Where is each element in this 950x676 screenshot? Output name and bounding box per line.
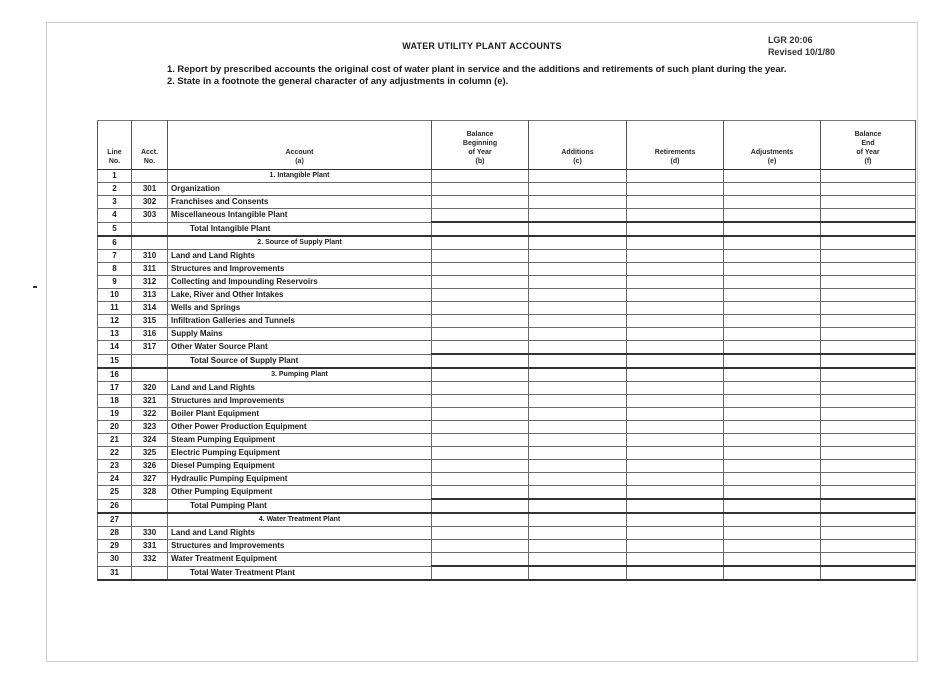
balance-end-cell[interactable] — [821, 289, 916, 302]
instruction-1: 1. Report by prescribed accounts the original cost of water plant in service and the additions and retirements of such plant during the year. — [167, 63, 787, 74]
retirements-cell[interactable] — [627, 341, 724, 355]
additions-cell[interactable] — [529, 540, 627, 553]
retirements-cell[interactable] — [627, 421, 724, 434]
table-row — [98, 499, 916, 513]
balance-end-cell[interactable] — [821, 513, 916, 527]
balance-end-cell[interactable] — [821, 540, 916, 553]
balance-end-cell[interactable] — [821, 183, 916, 196]
additions-cell[interactable] — [529, 408, 627, 421]
additions-cell[interactable] — [529, 395, 627, 408]
line-number: 12 — [98, 315, 132, 328]
account-number: 301 — [132, 183, 168, 196]
balance-beginning-cell[interactable] — [432, 473, 529, 486]
adjustments-cell[interactable] — [724, 302, 821, 315]
adjustments-cell[interactable] — [724, 566, 821, 580]
line-number: 26 — [98, 499, 132, 513]
account-number: 312 — [132, 276, 168, 289]
line-number: 10 — [98, 289, 132, 302]
balance-beginning-cell[interactable] — [432, 263, 529, 276]
balance-end-cell[interactable] — [821, 553, 916, 567]
form-title: WATER UTILITY PLANT ACCOUNTS — [402, 41, 562, 51]
table-row — [98, 222, 916, 236]
adjustments-cell[interactable] — [724, 289, 821, 302]
line-number: 19 — [98, 408, 132, 421]
adjustments-cell[interactable] — [724, 341, 821, 355]
account-description: Infiltration Galleries and Tunnels — [168, 315, 432, 328]
balance-beginning-cell[interactable] — [432, 540, 529, 553]
retirements-cell[interactable] — [627, 434, 724, 447]
account-description: Land and Land Rights — [168, 250, 432, 263]
adjustments-cell[interactable] — [724, 553, 821, 567]
balance-beginning-cell[interactable] — [432, 222, 529, 236]
adjustments-cell[interactable] — [724, 354, 821, 368]
form-sheet — [46, 22, 918, 662]
account-number — [132, 368, 168, 382]
account-description: Total Intangible Plant — [168, 222, 432, 236]
table-row — [98, 382, 916, 395]
additions-cell[interactable] — [529, 460, 627, 473]
line-number: 30 — [98, 553, 132, 567]
balance-end-cell[interactable] — [821, 486, 916, 500]
account-description: Supply Mains — [168, 328, 432, 341]
account-description: Land and Land Rights — [168, 527, 432, 540]
account-description: Wells and Springs — [168, 302, 432, 315]
adjustments-cell[interactable] — [724, 473, 821, 486]
balance-end-cell[interactable] — [821, 408, 916, 421]
account-number: 332 — [132, 553, 168, 567]
account-number — [132, 170, 168, 183]
account-description: Total Water Treatment Plant — [168, 566, 432, 580]
line-number: 25 — [98, 486, 132, 500]
balance-end-cell[interactable] — [821, 566, 916, 580]
additions-cell[interactable] — [529, 196, 627, 209]
balance-beginning-cell[interactable] — [432, 395, 529, 408]
account-number: 320 — [132, 382, 168, 395]
line-number: 28 — [98, 527, 132, 540]
account-description: Franchises and Consents — [168, 196, 432, 209]
account-number: 311 — [132, 263, 168, 276]
additions-cell[interactable] — [529, 263, 627, 276]
account-number: 331 — [132, 540, 168, 553]
table-row — [98, 486, 916, 500]
adjustments-cell[interactable] — [724, 447, 821, 460]
retirements-cell[interactable] — [627, 513, 724, 527]
account-number: 303 — [132, 209, 168, 223]
account-number: 327 — [132, 473, 168, 486]
plant-accounts-table — [97, 120, 916, 581]
adjustments-cell[interactable] — [724, 540, 821, 553]
additions-cell[interactable] — [529, 236, 627, 250]
balance-beginning-cell[interactable] — [432, 289, 529, 302]
balance-beginning-cell[interactable] — [432, 382, 529, 395]
account-description: 4. Water Treatment Plant — [168, 513, 432, 527]
adjustments-cell[interactable] — [724, 328, 821, 341]
additions-cell[interactable] — [529, 209, 627, 223]
margin-tick-mark — [33, 286, 37, 288]
retirements-cell[interactable] — [627, 566, 724, 580]
col-header-line-no: Line No. — [98, 121, 132, 170]
balance-beginning-cell[interactable] — [432, 328, 529, 341]
table-row — [98, 434, 916, 447]
retirements-cell[interactable] — [627, 209, 724, 223]
retirements-cell[interactable] — [627, 170, 724, 183]
additions-cell[interactable] — [529, 276, 627, 289]
balance-end-cell[interactable] — [821, 250, 916, 263]
balance-beginning-cell[interactable] — [432, 341, 529, 355]
account-description: Other Pumping Equipment — [168, 486, 432, 500]
balance-end-cell[interactable] — [821, 460, 916, 473]
additions-cell[interactable] — [529, 368, 627, 382]
account-number: 330 — [132, 527, 168, 540]
line-number: 3 — [98, 196, 132, 209]
table-row — [98, 395, 916, 408]
retirements-cell[interactable] — [627, 486, 724, 500]
additions-cell[interactable] — [529, 447, 627, 460]
adjustments-cell[interactable] — [724, 170, 821, 183]
balance-beginning-cell[interactable] — [432, 527, 529, 540]
balance-end-cell[interactable] — [821, 236, 916, 250]
additions-cell[interactable] — [529, 434, 627, 447]
account-number — [132, 354, 168, 368]
balance-beginning-cell[interactable] — [432, 276, 529, 289]
balance-end-cell[interactable] — [821, 302, 916, 315]
account-number — [132, 513, 168, 527]
account-number: 323 — [132, 421, 168, 434]
instruction-2: 2. State in a footnote the general character of any adjustments in column (e). — [167, 75, 509, 86]
balance-end-cell[interactable] — [821, 276, 916, 289]
account-description: Hydraulic Pumping Equipment — [168, 473, 432, 486]
retirements-cell[interactable] — [627, 460, 724, 473]
additions-cell[interactable] — [529, 382, 627, 395]
additions-cell[interactable] — [529, 473, 627, 486]
retirements-cell[interactable] — [627, 263, 724, 276]
table-row — [98, 368, 916, 382]
account-description: Collecting and Impounding Reservoirs — [168, 276, 432, 289]
table-row — [98, 513, 916, 527]
adjustments-cell[interactable] — [724, 315, 821, 328]
adjustments-cell[interactable] — [724, 368, 821, 382]
account-number: 315 — [132, 315, 168, 328]
table-row — [98, 460, 916, 473]
account-number: 317 — [132, 341, 168, 355]
balance-beginning-cell[interactable] — [432, 408, 529, 421]
balance-beginning-cell[interactable] — [432, 460, 529, 473]
line-number: 1 — [98, 170, 132, 183]
col-header-adjustments: Adjustments (e) — [724, 121, 821, 170]
balance-end-cell[interactable] — [821, 434, 916, 447]
table-row — [98, 250, 916, 263]
retirements-cell[interactable] — [627, 236, 724, 250]
balance-end-cell[interactable] — [821, 222, 916, 236]
line-number: 14 — [98, 341, 132, 355]
line-number: 16 — [98, 368, 132, 382]
account-number: 313 — [132, 289, 168, 302]
adjustments-cell[interactable] — [724, 499, 821, 513]
line-number: 11 — [98, 302, 132, 315]
table-row — [98, 236, 916, 250]
line-number: 13 — [98, 328, 132, 341]
line-number: 23 — [98, 460, 132, 473]
table-row — [98, 183, 916, 196]
additions-cell[interactable] — [529, 499, 627, 513]
table-row — [98, 540, 916, 553]
line-number: 31 — [98, 566, 132, 580]
col-header-acct-no: Acct. No. — [132, 121, 168, 170]
retirements-cell[interactable] — [627, 276, 724, 289]
adjustments-cell[interactable] — [724, 276, 821, 289]
adjustments-cell[interactable] — [724, 513, 821, 527]
balance-end-cell[interactable] — [821, 382, 916, 395]
account-number: 325 — [132, 447, 168, 460]
account-description: Steam Pumping Equipment — [168, 434, 432, 447]
retirements-cell[interactable] — [627, 222, 724, 236]
account-description: 3. Pumping Plant — [168, 368, 432, 382]
balance-beginning-cell[interactable] — [432, 499, 529, 513]
table-row — [98, 289, 916, 302]
account-description: Structures and Improvements — [168, 395, 432, 408]
account-description: Total Source of Supply Plant — [168, 354, 432, 368]
balance-beginning-cell[interactable] — [432, 434, 529, 447]
account-number: 310 — [132, 250, 168, 263]
additions-cell[interactable] — [529, 421, 627, 434]
balance-end-cell[interactable] — [821, 209, 916, 223]
account-description: Organization — [168, 183, 432, 196]
additions-cell[interactable] — [529, 566, 627, 580]
table-row — [98, 302, 916, 315]
table-row — [98, 421, 916, 434]
line-number: 8 — [98, 263, 132, 276]
adjustments-cell[interactable] — [724, 183, 821, 196]
adjustments-cell[interactable] — [724, 408, 821, 421]
balance-end-cell[interactable] — [821, 368, 916, 382]
adjustments-cell[interactable] — [724, 209, 821, 223]
table-row — [98, 341, 916, 355]
retirements-cell[interactable] — [627, 368, 724, 382]
table-row — [98, 196, 916, 209]
balance-beginning-cell[interactable] — [432, 302, 529, 315]
adjustments-cell[interactable] — [724, 382, 821, 395]
table-row — [98, 408, 916, 421]
adjustments-cell[interactable] — [724, 434, 821, 447]
line-number: 6 — [98, 236, 132, 250]
line-number: 2 — [98, 183, 132, 196]
adjustments-cell[interactable] — [724, 222, 821, 236]
adjustments-cell[interactable] — [724, 486, 821, 500]
account-number: 326 — [132, 460, 168, 473]
account-description: Electric Pumping Equipment — [168, 447, 432, 460]
account-description: Other Power Production Equipment — [168, 421, 432, 434]
balance-end-cell[interactable] — [821, 263, 916, 276]
table-row — [98, 447, 916, 460]
additions-cell[interactable] — [529, 183, 627, 196]
retirements-cell[interactable] — [627, 395, 724, 408]
line-number: 9 — [98, 276, 132, 289]
additions-cell[interactable] — [529, 170, 627, 183]
account-number: 324 — [132, 434, 168, 447]
account-description: Diesel Pumping Equipment — [168, 460, 432, 473]
retirements-cell[interactable] — [627, 382, 724, 395]
balance-beginning-cell[interactable] — [432, 513, 529, 527]
line-number: 22 — [98, 447, 132, 460]
table-row — [98, 566, 916, 580]
balance-end-cell[interactable] — [821, 447, 916, 460]
col-header-account: Account (a) — [168, 121, 432, 170]
additions-cell[interactable] — [529, 513, 627, 527]
account-description: Other Water Source Plant — [168, 341, 432, 355]
retirements-cell[interactable] — [627, 473, 724, 486]
table-row — [98, 276, 916, 289]
account-number: 328 — [132, 486, 168, 500]
retirements-cell[interactable] — [627, 540, 724, 553]
col-header-additions: Additions (c) — [529, 121, 627, 170]
additions-cell[interactable] — [529, 553, 627, 567]
table-row — [98, 553, 916, 567]
balance-beginning-cell[interactable] — [432, 170, 529, 183]
retirements-cell[interactable] — [627, 447, 724, 460]
retirements-cell[interactable] — [627, 354, 724, 368]
line-number: 4 — [98, 209, 132, 223]
adjustments-cell[interactable] — [724, 263, 821, 276]
account-number — [132, 499, 168, 513]
additions-cell[interactable] — [529, 527, 627, 540]
form-identifier — [768, 34, 835, 58]
additions-cell[interactable] — [529, 289, 627, 302]
balance-end-cell[interactable] — [821, 421, 916, 434]
col-header-balance-end: Balance End of Year (f) — [821, 121, 916, 170]
balance-beginning-cell[interactable] — [432, 354, 529, 368]
balance-beginning-cell[interactable] — [432, 250, 529, 263]
account-description: Land and Land Rights — [168, 382, 432, 395]
line-number: 18 — [98, 395, 132, 408]
additions-cell[interactable] — [529, 222, 627, 236]
account-description: Structures and Improvements — [168, 263, 432, 276]
additions-cell[interactable] — [529, 315, 627, 328]
adjustments-cell[interactable] — [724, 395, 821, 408]
balance-beginning-cell[interactable] — [432, 566, 529, 580]
account-description: 2. Source of Supply Plant — [168, 236, 432, 250]
additions-cell[interactable] — [529, 341, 627, 355]
account-number: 316 — [132, 328, 168, 341]
line-number: 29 — [98, 540, 132, 553]
retirements-cell[interactable] — [627, 183, 724, 196]
adjustments-cell[interactable] — [724, 421, 821, 434]
table-row — [98, 263, 916, 276]
balance-beginning-cell[interactable] — [432, 368, 529, 382]
balance-beginning-cell[interactable] — [432, 553, 529, 567]
retirements-cell[interactable] — [627, 250, 724, 263]
balance-end-cell[interactable] — [821, 328, 916, 341]
account-description: Total Pumping Plant — [168, 499, 432, 513]
balance-end-cell[interactable] — [821, 341, 916, 355]
line-number: 27 — [98, 513, 132, 527]
table-row — [98, 354, 916, 368]
balance-beginning-cell[interactable] — [432, 196, 529, 209]
line-number: 5 — [98, 222, 132, 236]
table-row — [98, 473, 916, 486]
balance-end-cell[interactable] — [821, 196, 916, 209]
retirements-cell[interactable] — [627, 328, 724, 341]
line-number: 20 — [98, 421, 132, 434]
table-body — [98, 170, 916, 581]
retirements-cell[interactable] — [627, 289, 724, 302]
account-description: Water Treatment Equipment — [168, 553, 432, 567]
form-code: LGR 20:06 — [767, 35, 813, 45]
revision-date: Revised 10/1/80 — [767, 47, 835, 57]
additions-cell[interactable] — [529, 328, 627, 341]
retirements-cell[interactable] — [627, 553, 724, 567]
line-number: 17 — [98, 382, 132, 395]
retirements-cell[interactable] — [627, 408, 724, 421]
table-row — [98, 170, 916, 183]
additions-cell[interactable] — [529, 486, 627, 500]
balance-beginning-cell[interactable] — [432, 209, 529, 223]
adjustments-cell[interactable] — [724, 196, 821, 209]
account-description: 1. Intangible Plant — [168, 170, 432, 183]
col-header-balance-beginning: Balance Beginning of Year (b) — [432, 121, 529, 170]
additions-cell[interactable] — [529, 354, 627, 368]
account-number: 302 — [132, 196, 168, 209]
balance-beginning-cell[interactable] — [432, 421, 529, 434]
table-header-row — [98, 121, 916, 170]
balance-end-cell[interactable] — [821, 170, 916, 183]
retirements-cell[interactable] — [627, 527, 724, 540]
adjustments-cell[interactable] — [724, 250, 821, 263]
retirements-cell[interactable] — [627, 499, 724, 513]
retirements-cell[interactable] — [627, 315, 724, 328]
adjustments-cell[interactable] — [724, 236, 821, 250]
line-number: 7 — [98, 250, 132, 263]
balance-end-cell[interactable] — [821, 315, 916, 328]
account-description: Miscellaneous Intangible Plant — [168, 209, 432, 223]
account-number: 314 — [132, 302, 168, 315]
account-number — [132, 236, 168, 250]
line-number: 15 — [98, 354, 132, 368]
account-number — [132, 222, 168, 236]
table-row — [98, 315, 916, 328]
retirements-cell[interactable] — [627, 196, 724, 209]
line-number: 24 — [98, 473, 132, 486]
adjustments-cell[interactable] — [724, 460, 821, 473]
col-header-retirements: Retirements (d) — [627, 121, 724, 170]
table-row — [98, 328, 916, 341]
balance-end-cell[interactable] — [821, 499, 916, 513]
balance-beginning-cell[interactable] — [432, 447, 529, 460]
balance-end-cell[interactable] — [821, 354, 916, 368]
retirements-cell[interactable] — [627, 302, 724, 315]
balance-end-cell[interactable] — [821, 527, 916, 540]
additions-cell[interactable] — [529, 302, 627, 315]
table-row — [98, 527, 916, 540]
account-number: 321 — [132, 395, 168, 408]
line-number: 21 — [98, 434, 132, 447]
account-description: Boiler Plant Equipment — [168, 408, 432, 421]
instructions — [167, 63, 786, 87]
balance-beginning-cell[interactable] — [432, 236, 529, 250]
account-description: Lake, River and Other Intakes — [168, 289, 432, 302]
balance-end-cell[interactable] — [821, 395, 916, 408]
balance-end-cell[interactable] — [821, 473, 916, 486]
additions-cell[interactable] — [529, 250, 627, 263]
table-row — [98, 209, 916, 223]
account-number — [132, 566, 168, 580]
adjustments-cell[interactable] — [724, 527, 821, 540]
account-number: 322 — [132, 408, 168, 421]
balance-beginning-cell[interactable] — [432, 486, 529, 500]
balance-beginning-cell[interactable] — [432, 183, 529, 196]
account-description: Structures and Improvements — [168, 540, 432, 553]
balance-beginning-cell[interactable] — [432, 315, 529, 328]
